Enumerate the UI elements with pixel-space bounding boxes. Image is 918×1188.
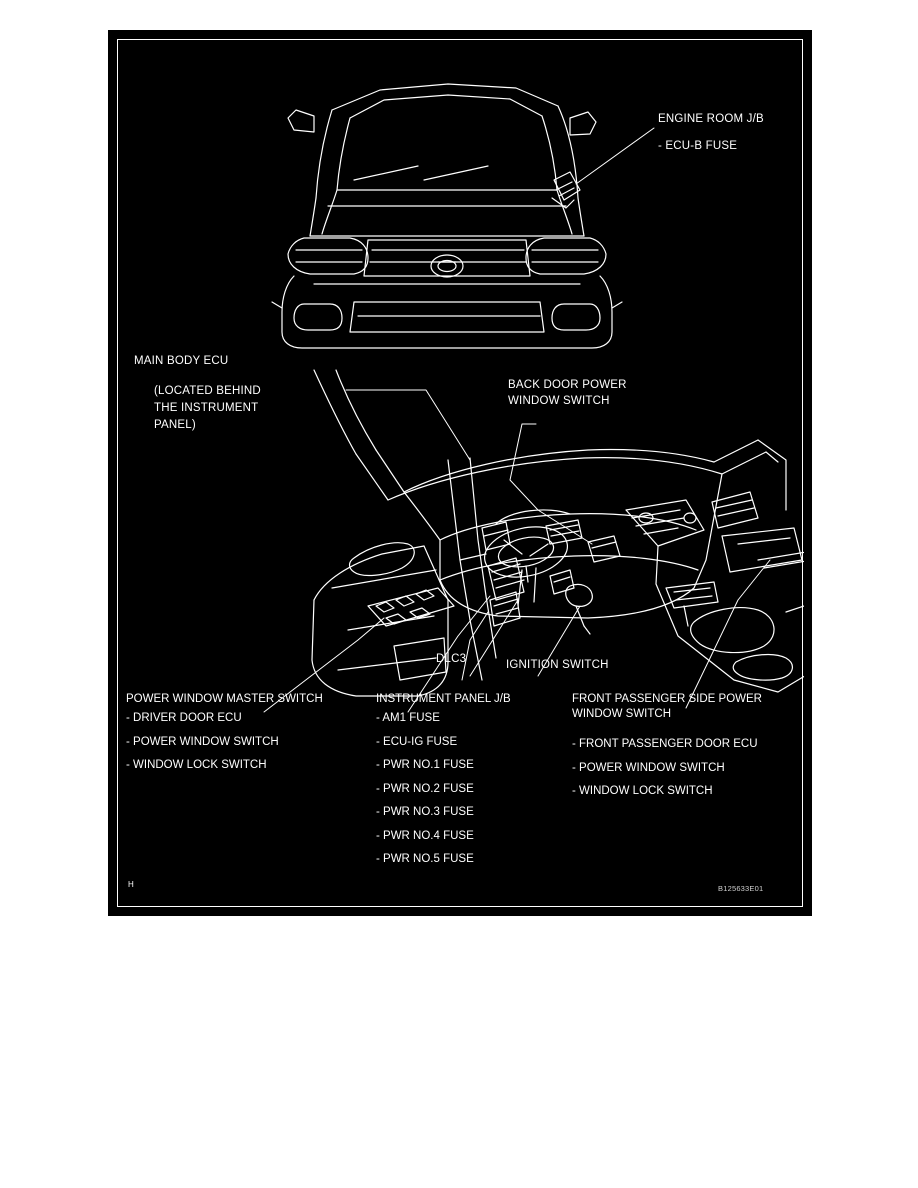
- pwms-item-1: - POWER WINDOW SWITCH: [126, 735, 279, 748]
- fpspws-item-1: - POWER WINDOW SWITCH: [572, 761, 725, 774]
- ipjb-item-2: - PWR NO.1 FUSE: [376, 759, 474, 771]
- callout-main-body-ecu-title: MAIN BODY ECU: [134, 355, 229, 367]
- callout-engine-room-jb-item-0: - ECU-B FUSE: [658, 140, 738, 152]
- ipjb-item-6: - PWR NO.5 FUSE: [376, 853, 474, 865]
- ipjb-item-3: - PWR NO.2 FUSE: [376, 782, 474, 795]
- fpspws-title-line-1: WINDOW SWITCH: [572, 708, 672, 720]
- callout-front-passenger-side-power-window-switch: [572, 692, 762, 804]
- figure-code: B125633E01: [718, 884, 764, 893]
- ipjb-item-1: - ECU-IG FUSE: [376, 735, 458, 748]
- ipjb-item-0: - AM1 FUSE: [376, 712, 440, 724]
- callout-power-window-master-switch: [126, 692, 323, 778]
- pwms-item-0: - DRIVER DOOR ECU: [126, 712, 242, 724]
- callout-engine-room-jb-title: ENGINE ROOM J/B: [658, 113, 764, 125]
- pwms-item-2: - WINDOW LOCK SWITCH: [126, 759, 267, 771]
- corner-mark: H: [128, 880, 135, 889]
- ipjb-item-4: - PWR NO.3 FUSE: [376, 806, 474, 818]
- callout-dlc3-title: DLC3: [436, 653, 467, 665]
- diagram-figure: [108, 30, 812, 916]
- callout-main-body-ecu-note-line-2: PANEL): [154, 419, 196, 431]
- callout-ignition-switch-title: IGNITION SWITCH: [506, 659, 609, 671]
- fpspws-item-0: - FRONT PASSENGER DOOR ECU: [572, 738, 758, 750]
- ipjb-title: INSTRUMENT PANEL J/B: [376, 693, 511, 705]
- callout-back-door-switch-line-1: WINDOW SWITCH: [508, 395, 610, 407]
- callout-instrument-panel-jb: [376, 692, 511, 872]
- pwms-title: POWER WINDOW MASTER SWITCH: [126, 693, 323, 705]
- fpspws-title-line-0: FRONT PASSENGER SIDE POWER: [572, 693, 762, 705]
- callout-back-door-switch-line-0: BACK DOOR POWER: [508, 379, 627, 391]
- fpspws-item-2: - WINDOW LOCK SWITCH: [572, 785, 713, 797]
- ipjb-item-5: - PWR NO.4 FUSE: [376, 829, 474, 842]
- callout-main-body-ecu-note-line-1: THE INSTRUMENT: [154, 402, 259, 414]
- diagram-frame: [117, 39, 803, 907]
- callout-main-body-ecu-note-line-0: (LOCATED BEHIND: [154, 385, 261, 397]
